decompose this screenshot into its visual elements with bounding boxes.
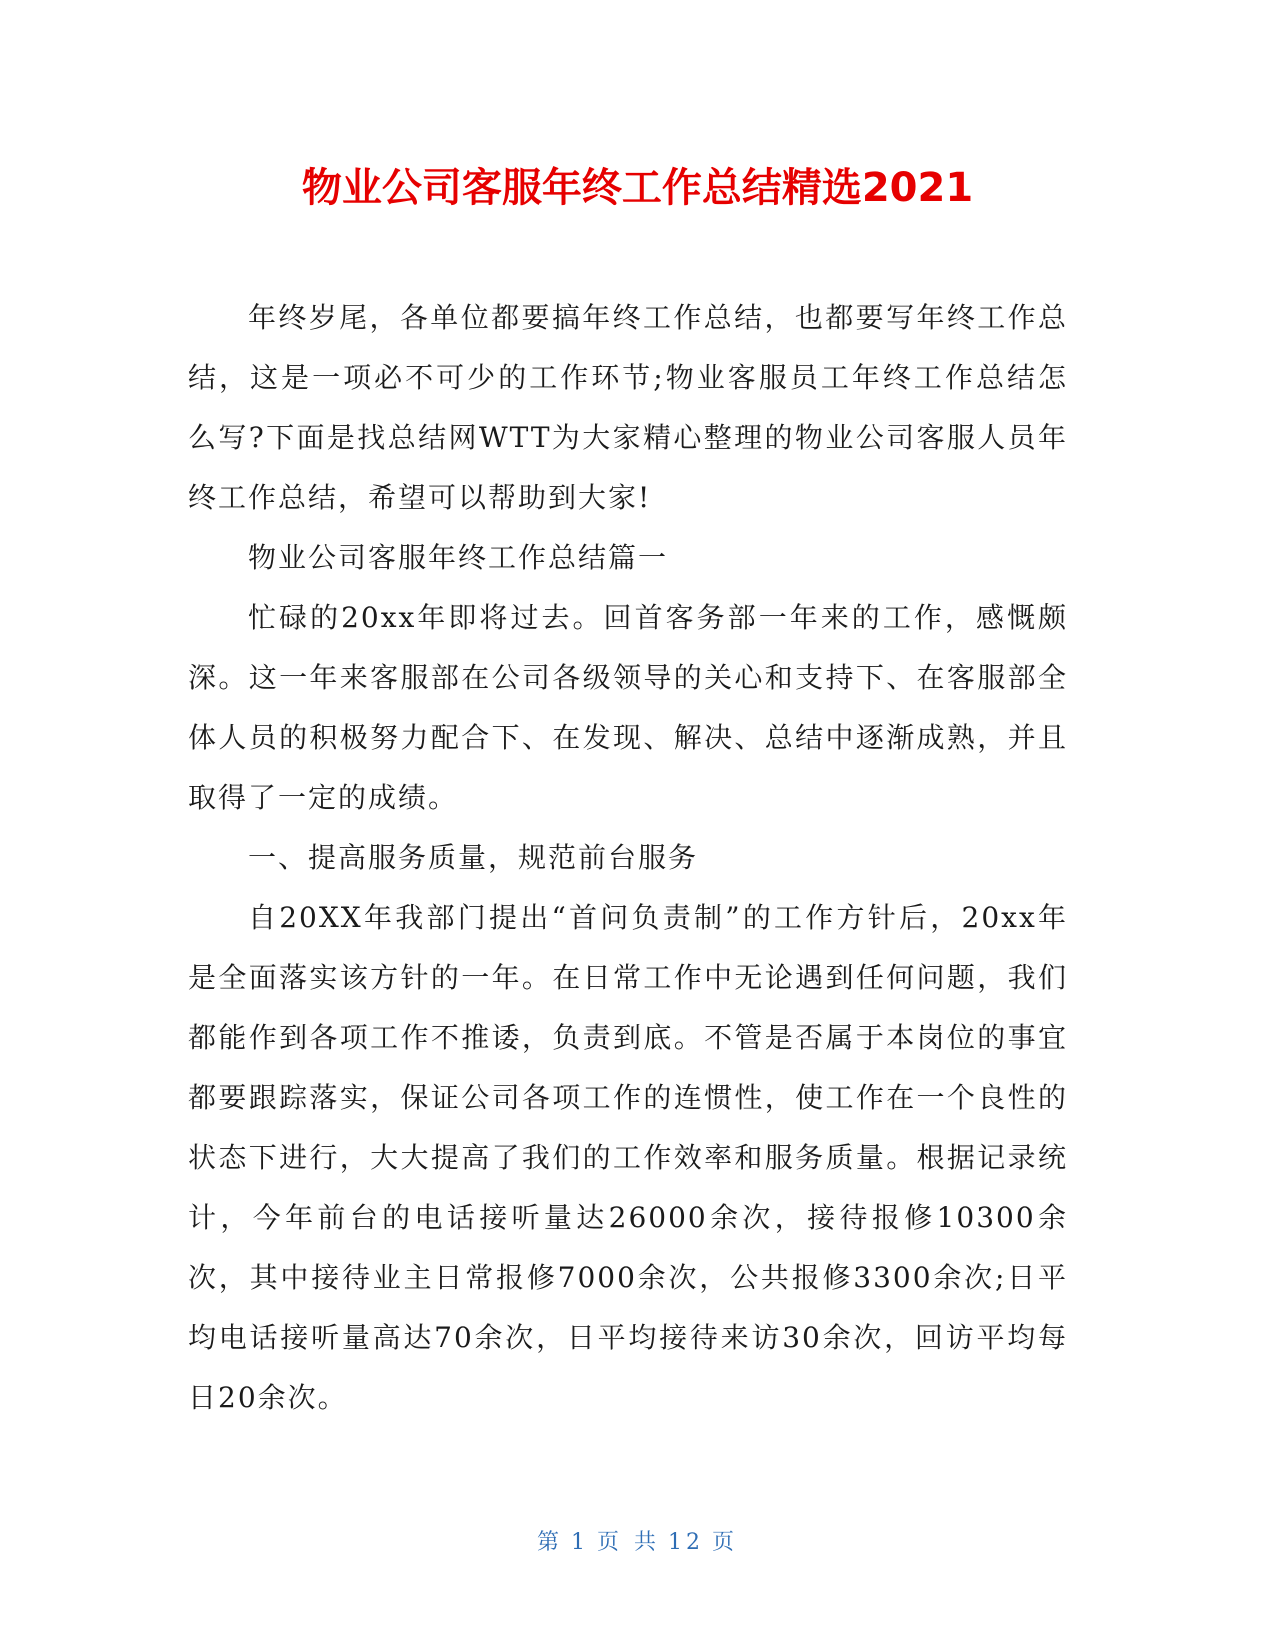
paragraph-intro: 年终岁尾，各单位都要搞年终工作总结，也都要写年终工作总结，这是一项必不可少的工作环节;物业客服员工年终工作总结怎么写?下面是找总结网WTT为大家精心整理的物业公司客服人员年终工作总结，希望可以帮助到大家! [188,301,1068,514]
section-heading: 物业公司客服年终工作总结篇一 [248,541,669,574]
footer-suffix: 页 [712,1530,739,1555]
footer-prefix: 第 [536,1530,563,1555]
footer-total-pages: 12 [668,1530,704,1555]
paragraph-overview: 忙碌的20xx年即将过去。回首客务部一年来的工作，感慨颇深。这一年来客服部在公司各级领导的关心和支持下、在客服部全体人员的积极努力配合下、在发现、解决、总结中逐渐成熟，并且取得了一定的成绩。 [188,601,1068,814]
subsection-heading: 一、提高服务质量，规范前台服务 [248,841,699,874]
paragraph-service-quality: 自20XX年我部门提出“首问负责制”的工作方针后，20xx年是全面落实该方针的一年。在日常工作中无论遇到任何问题，我们都能作到各项工作不推诿，负责到底。不管是否属于本岗位的事宜都要跟踪落实，保证公司各项工作的连惯性，使工作在一个良性的状态下进行，大大提高了我们的工作效率和服务质量。根据记录统计，今年前台的电话接听量达26000余次，接待报修10300余次，其中接待业主日常报修7000余次，公共报修3300余次;日平均电话接听量高达70余次，日平均接待来访30余次，回访平均每日20余次。 [188,901,1068,1414]
page-footer [0,1528,1275,1558]
footer-middle: 页 共 [597,1530,660,1555]
footer-current-page: 1 [571,1530,589,1555]
document-title: 物业公司客服年终工作总结精选2021 [301,165,974,211]
document-body [188,288,1068,1428]
